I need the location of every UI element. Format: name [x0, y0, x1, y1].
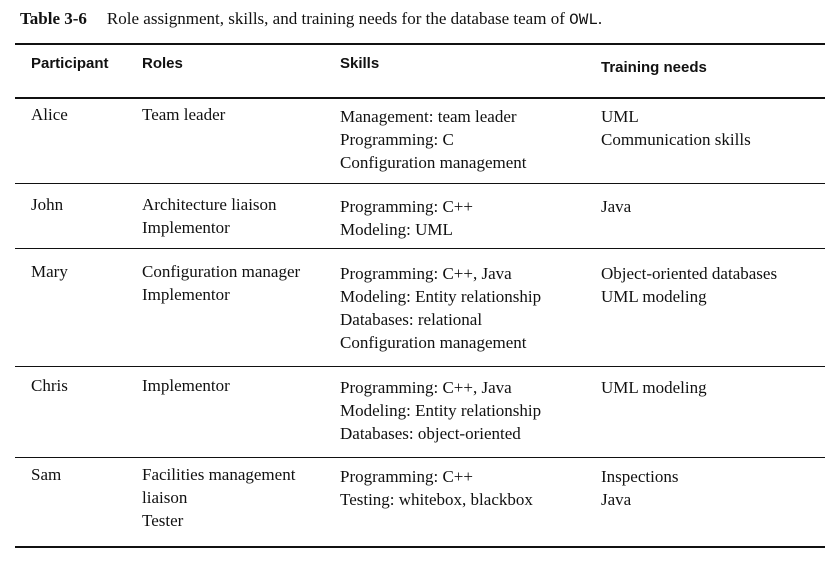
row-rule [15, 366, 825, 367]
row-rule [15, 546, 825, 548]
participant-cell [31, 260, 68, 283]
skills-cell-line: Modeling: UML [340, 220, 453, 239]
table-caption [20, 9, 602, 29]
participant-cell [31, 463, 61, 486]
row-rule [15, 183, 825, 184]
skills-cell-line: Modeling: Entity relationship [340, 401, 542, 420]
skills-cell [340, 262, 541, 354]
skills-cell [340, 105, 526, 174]
skills-cell [340, 195, 473, 241]
skills-cell-line: Configuration management [340, 333, 527, 352]
roles-cell [142, 374, 230, 397]
header-skills: Skills [340, 55, 380, 72]
header-rule [15, 97, 825, 99]
roles-cell [142, 260, 300, 306]
caption-end: . [597, 9, 603, 28]
training-needs-cell-line: Communication skills [601, 130, 751, 149]
roles-cell-line: Implementor [142, 376, 230, 395]
caption-code: OWL [569, 11, 598, 29]
roles-cell-line: Implementor [142, 285, 230, 304]
participant-cell-line: John [31, 195, 64, 214]
skills-cell-line: Programming: C++ [340, 467, 473, 486]
header-roles: Roles [142, 55, 183, 72]
roles-cell-line: Architecture liaison [142, 195, 277, 214]
skills-cell [340, 465, 533, 511]
training-needs-cell-line: UML modeling [601, 287, 707, 306]
participant-cell-line: Sam [31, 465, 62, 484]
training-needs-cell [601, 465, 678, 511]
participant-cell [31, 193, 63, 216]
roles-cell-line: Team leader [142, 105, 226, 124]
table-number: Table 3-6 [20, 9, 87, 28]
roles-cell [142, 463, 295, 532]
skills-cell-line: Configuration management [340, 153, 527, 172]
top-rule [15, 43, 825, 45]
roles-cell-line: Implementor [142, 218, 230, 237]
skills-cell-line: Programming: C [340, 130, 454, 149]
skills-cell-line: Programming: C++, Java [340, 378, 512, 397]
training-needs-cell-line: Java [601, 197, 632, 216]
participant-cell [31, 374, 68, 397]
training-needs-cell-line: UML [601, 107, 639, 126]
skills-cell-line: Databases: relational [340, 310, 483, 329]
roles-cell-line: Facilities management [142, 465, 296, 484]
row-rule [15, 248, 825, 249]
participant-cell-line: Mary [31, 262, 68, 281]
skills-cell-line: Programming: C++, Java [340, 264, 512, 283]
roles-cell-line: Configuration manager [142, 262, 301, 281]
training-needs-cell-line: Java [601, 490, 632, 509]
header-participant: Participant [31, 55, 109, 72]
roles-cell-line: liaison [142, 488, 188, 507]
training-needs-cell [601, 376, 707, 399]
roles-cell [142, 193, 277, 239]
header-training-needs: Training needs [601, 59, 707, 76]
participant-cell-line: Chris [31, 376, 68, 395]
skills-cell [340, 376, 541, 445]
participant-cell [31, 103, 68, 126]
participant-cell-line: Alice [31, 105, 68, 124]
training-needs-cell [601, 195, 631, 218]
row-rule [15, 457, 825, 458]
roles-cell [142, 103, 225, 126]
skills-cell-line: Programming: C++ [340, 197, 473, 216]
skills-cell-line: Modeling: Entity relationship [340, 287, 542, 306]
skills-cell-line: Testing: whitebox, blackbox [340, 490, 533, 509]
training-needs-cell-line: Object-oriented databases [601, 264, 778, 283]
training-needs-cell-line: Inspections [601, 467, 679, 486]
training-needs-cell-line: UML modeling [601, 378, 707, 397]
skills-cell-line: Databases: object-oriented [340, 424, 521, 443]
skills-cell-line: Management: team leader [340, 107, 517, 126]
training-needs-cell [601, 262, 777, 308]
caption-text: Role assignment, skills, and training needs for the database team of [106, 9, 570, 28]
training-needs-cell [601, 105, 751, 151]
roles-cell-line: Tester [142, 511, 184, 530]
